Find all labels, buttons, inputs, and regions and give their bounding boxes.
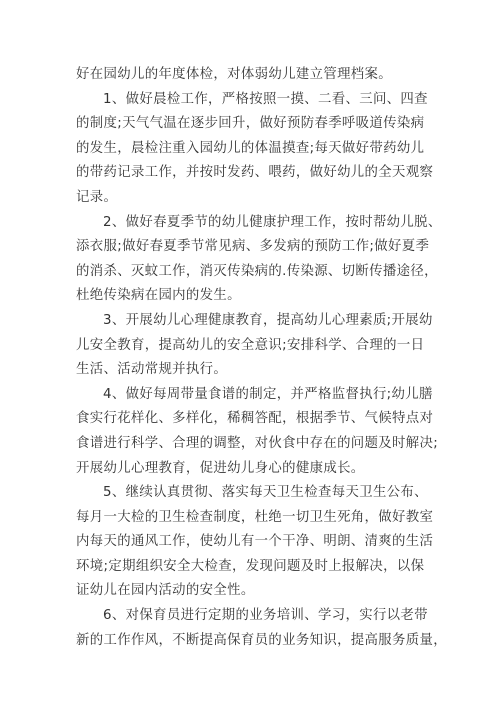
text-line: 食谱进行科学、合理的调整，对伙食中存在的问题及时解决; — [76, 435, 439, 451]
paragraph-intro — [76, 63, 450, 88]
paragraph-item-1 — [76, 88, 450, 211]
text-line: 的消杀、灭蚊工作，消灭传染病的.传染源、切断传播途径， — [76, 263, 438, 279]
text-line: 杜绝传染病在园内的发生。 — [76, 288, 241, 304]
text-line: 生活、活动常规并执行。 — [76, 362, 228, 378]
text-line: 的制度;天气气温在逐步回升，做好预防春季呼吸道传染病 — [76, 116, 425, 132]
text-line: 的发生，晨检注重入园幼儿的体温摸查;每天做好带药幼儿 — [76, 140, 425, 156]
text-line: 添衣服;做好春夏季节常见病、多发病的预防工作;做好夏季 — [76, 239, 430, 255]
paragraph-item-3 — [76, 309, 450, 383]
paragraph-item-4 — [76, 383, 450, 481]
text-line: 开展幼儿心理教育，促进幼儿身心的健康成长。 — [76, 460, 365, 476]
text-line: 每月一大检的卫生检查制度，杜绝一切卫生死角，做好教室 — [76, 509, 434, 525]
text-line: 2、做好春夏季节的幼儿健康护理工作，按时帮幼儿脱、 — [103, 214, 442, 230]
text-line: 内每天的通风工作，使幼儿有一个干净、明朗、清爽的生活 — [76, 534, 434, 550]
text-line: 4、做好每周带量食谱的制定，并严格监督执行;幼儿膳 — [103, 386, 433, 402]
text-line: 新的工作作风，不断提高保育员的业务知识，提高服务质量， — [76, 632, 447, 648]
text-line: 3、开展幼儿心理健康教育，提高幼儿心理素质;开展幼 — [103, 312, 433, 328]
text-line: 5、继续认真贯彻、落实每天卫生检查每天卫生公布、 — [103, 485, 428, 501]
text-line: 的带药记录工作，并按时发药、喂药，做好幼儿的全天观察 — [76, 165, 434, 181]
text-line: 证幼儿在园内活动的安全性。 — [76, 583, 255, 599]
text-line: 6、对保育员进行定期的业务培训、学习，实行以老带 — [103, 608, 428, 624]
text-line: 环境;定期组织安全大检查，发现问题及时上报解决，以保 — [76, 558, 425, 574]
paragraph-item-5 — [76, 481, 450, 604]
text-line: 儿安全教育，提高幼儿的安全意识;安排科学、合理的一日 — [76, 337, 425, 353]
paragraph-item-6 — [76, 604, 450, 653]
paragraph-item-2 — [76, 211, 450, 309]
text-line: 1、做好晨检工作，严格按照一摸、二看、三问、四查 — [103, 91, 428, 107]
text-line: 食实行花样化、多样化，稀稠答配，根据季节、气候特点对 — [76, 411, 434, 427]
text-line: 记录。 — [76, 189, 118, 205]
text-line: 好在园幼儿的年度体检，对体弱幼儿建立管理档案。 — [76, 67, 393, 82]
